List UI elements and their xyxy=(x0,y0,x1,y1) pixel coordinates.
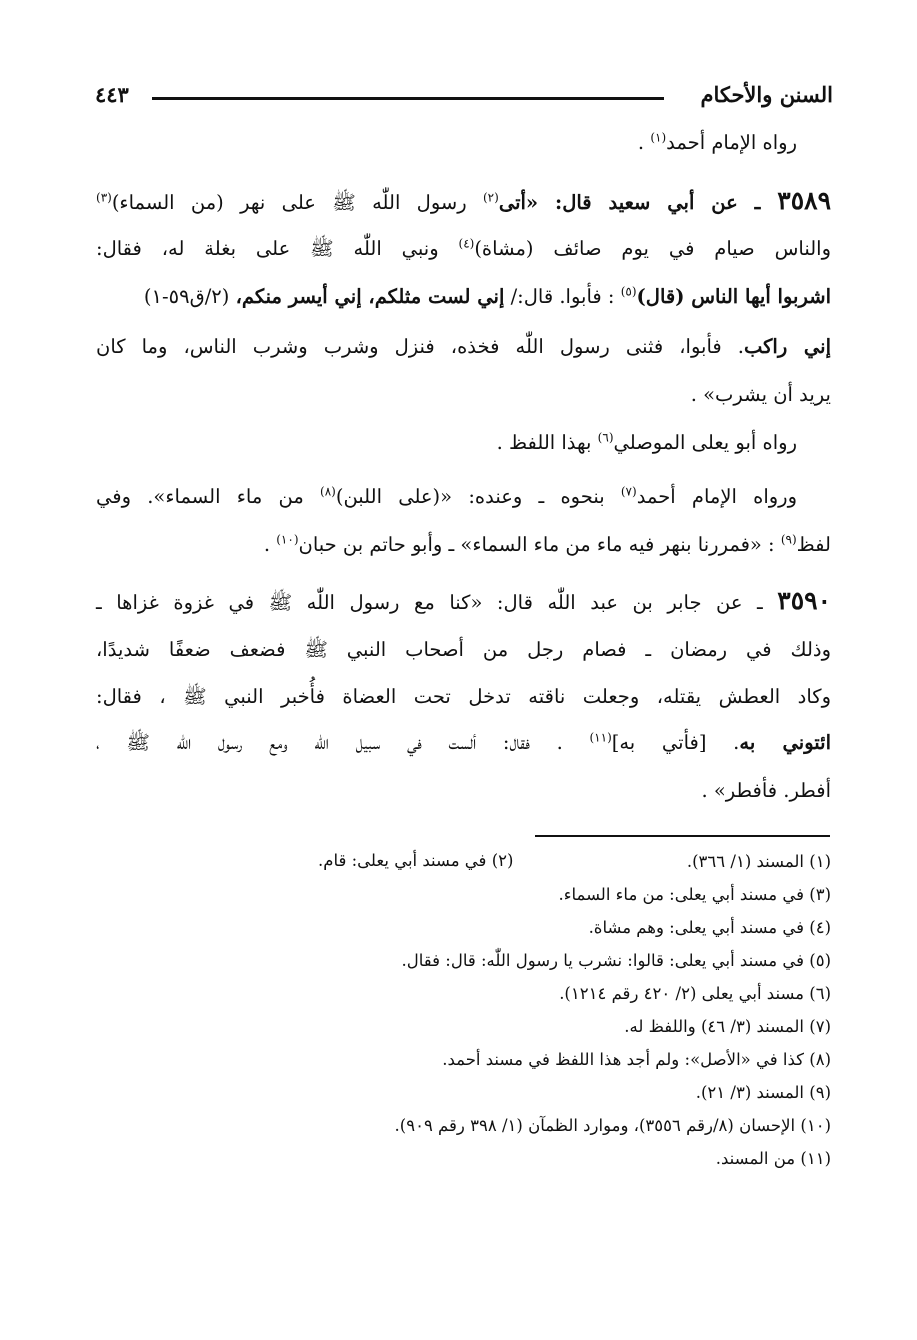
footnote-ref: (٧) xyxy=(620,484,637,499)
hadith-3590-line-3: وكاد العطش يقتله، وجعلت ناقته تدخل تحت العضاة فأُخبر النبي ﷺ ، فقال: xyxy=(96,685,831,708)
footnote-ref: (١١) xyxy=(589,730,612,745)
footnote-ref: (٩) xyxy=(780,532,797,547)
hadith-3590-line-4: ائتوني به. [فأتي به]$^{(١١)}$ . فقال: ألست في سبيل اللّٰه ومع رسول اللّٰه ﷺ ، xyxy=(96,730,831,754)
hadith-3589-line-5: يريد أن يشرب» . xyxy=(690,383,831,406)
hadith-3589-line-4: إني راكب. فأبوا، فثنى رسول اللّٰه فخذه، فنزل وشرب وشرب الناس، وما كان xyxy=(96,335,831,358)
footnote: (١٠) الإحسان (٨/رقم ٣٥٥٦)، وموارد الظمآن (١/ ٣٩٨ رقم ٩٠٩). xyxy=(394,1116,831,1135)
manuscript-ref: (٢/ق٥٩-١) xyxy=(143,285,236,308)
footnote: (١) المسند (١/ ٣٦٦). xyxy=(686,852,831,871)
footnote: (٥) في مسند أبي يعلى: قالوا: نشرب يا رسول اللّٰه: قال: فقال. xyxy=(401,951,831,970)
hadith-3589-line-2: والناس صيام في يوم صائف (مشاة)$^{(٤)}$ ونبي اللّٰه ﷺ على بغلة له، فقال: xyxy=(96,236,831,260)
footnote-ref: (٤) xyxy=(458,236,475,251)
footnote: (٨) كذا في «الأصل»: ولم أجد هذا اللفظ في مسند أحمد. xyxy=(442,1050,831,1069)
hadith-number: ٣٥٨٩ xyxy=(777,186,831,215)
footnote: (١١) من المسند. xyxy=(715,1149,831,1168)
page-number: ٤٤٣ xyxy=(95,82,129,107)
footnote: (٢) في مسند أبي يعلى: قام. xyxy=(318,851,514,870)
footnote-ref: (٣) xyxy=(96,190,112,205)
footnote-ref: (٦) xyxy=(597,430,614,445)
hadith-3589-line-1: ٣٥٨٩ ـ عن أبي سعيد قال: «أتى$^{(٢)}$ رسول اللّٰه ﷺ على نهر (من السماء)$^{(٣)}$ xyxy=(96,186,831,215)
text-line: لفظ$^{(٩)}$ : «فمررنا بنهر فيه ماء من ماء السماء» ـ وأبو حاتم بن حبان$^{(١٠)}$ . xyxy=(263,532,831,556)
running-header-title: السنن والأحكام xyxy=(700,82,833,107)
footnote: (٣) في مسند أبي يعلى: من ماء السماء. xyxy=(558,885,831,904)
footnote-ref: (٨) xyxy=(320,484,336,499)
text-line: ورواه الإمام أحمد$^{(٧)}$ بنحوه ـ وعنده: «(على اللبن)$^{(٨)}$ من ماء السماء». وفي xyxy=(96,484,797,508)
hadith-3590-line-1: ٣٥٩٠ ـ عن جابر بن عبد اللّٰه قال: «كنا مع رسول اللّٰه ﷺ في غزوة غزاها ـ xyxy=(96,586,831,615)
footnote-ref: (١) xyxy=(650,130,667,145)
hadith-3590-line-2: وذلك في رمضان ـ فصام رجل من أصحاب النبي ﷺ فضعف ضعفًا شديدًا، xyxy=(96,638,831,661)
footnote: (٧) المسند (٣/ ٤٦) واللفظ له. xyxy=(624,1017,831,1036)
text-line: رواه أبو يعلى الموصلي$^{(٦)}$ بهذا اللفظ . xyxy=(496,430,797,454)
hadith-3590-line-5: أفطر. فأفطر» . xyxy=(701,779,831,802)
hadith-3589-line-3: اشربوا أيها الناس (قال)$^{(٥)}$ : فأبوا. قال:/ إني لست مثلكم، إني أيسر منكم، (٢/ق٥٩-١) xyxy=(143,284,831,308)
footnote: (٦) مسند أبي يعلى (٢/ ٤٢٠ رقم ١٢١٤). xyxy=(559,984,831,1003)
footnote-separator xyxy=(535,835,830,837)
footnote: (٩) المسند (٣/ ٢١). xyxy=(695,1083,831,1102)
footnote-ref: (١٠) xyxy=(276,532,299,547)
footnote-ref: (٢) xyxy=(482,190,499,205)
footnote: (٤) في مسند أبي يعلى: وهم مشاة. xyxy=(588,918,831,937)
header-rule xyxy=(152,97,664,100)
hadith-number: ٣٥٩٠ xyxy=(777,586,831,615)
footnote-ref: (٥) xyxy=(620,284,637,299)
text-line: رواه الإمام أحمد$^{(١)}$ . xyxy=(637,130,797,154)
